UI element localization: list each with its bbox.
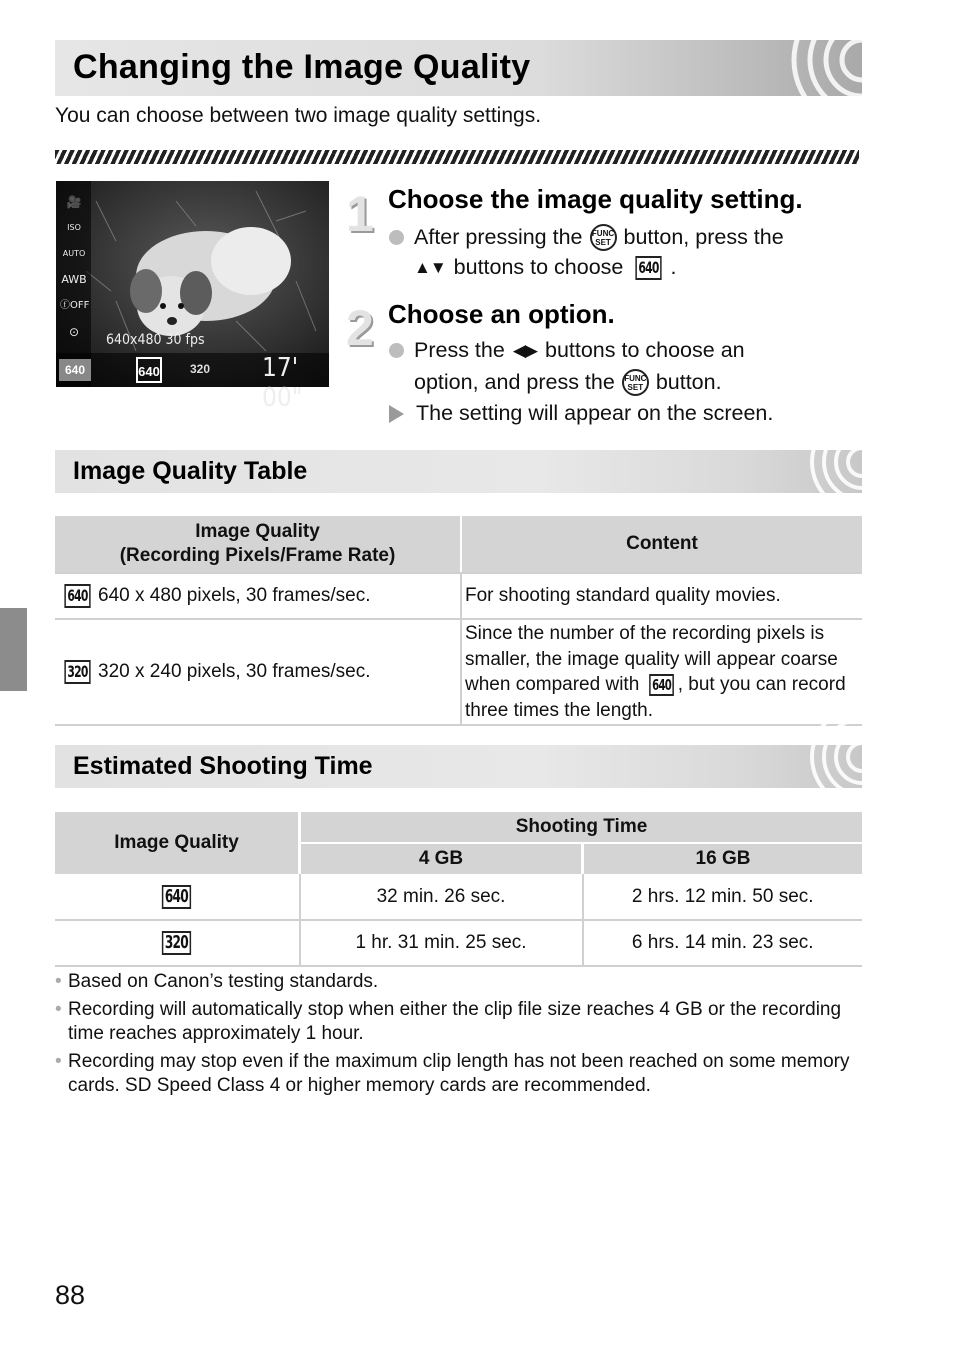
chapter-side-tab: [0, 608, 27, 691]
notes-list: [55, 970, 855, 1102]
result-arrow-icon: [389, 405, 404, 423]
step-2-line-1: Press the ◀▶ buttons to choose an: [389, 338, 745, 363]
iso-auto-icon: ISO AUTO: [62, 223, 86, 258]
quality-640-icon: 640: [649, 674, 674, 696]
title-banner: [55, 40, 862, 96]
quality-320-icon: 320: [162, 931, 191, 955]
camera-screen-image: [56, 181, 329, 413]
step-2-title: Choose an option.: [388, 299, 615, 329]
section-heading-quality-table: Image Quality Table: [55, 450, 862, 493]
flash-off-icon: ⓕOFF: [60, 300, 90, 311]
up-down-arrows-icon: ▲▼: [414, 257, 446, 277]
step-1-text-b: button, press the: [623, 225, 784, 249]
section-heading-shooting-time: Estimated Shooting Time: [55, 745, 862, 788]
list-item: • Recording will automatically stop when either the clip file size reaches 4 GB or the recording time reaches approximately 1 hour.: [55, 998, 842, 1044]
table-header-quality: Image Quality: [55, 812, 300, 874]
screen-option-320: 320: [190, 362, 211, 376]
movie-mode-icon: 🎥: [66, 195, 82, 209]
intro-text: You can choose between two image quality settings.: [55, 104, 542, 127]
bullet-icon: [389, 343, 404, 358]
step-1-text-a: After pressing the: [414, 225, 583, 249]
table-header-quality: Image Quality (Recording Pixels/Frame Rate): [55, 516, 461, 573]
table-row: 320 1 hr. 31 min. 25 sec. 6 hrs. 14 min. 23 sec.: [55, 920, 862, 966]
step-1-number: 1: [346, 186, 374, 242]
screen-selected-tag: 640: [59, 359, 91, 381]
image-quality-table: [55, 516, 862, 726]
table-header-content: Content: [461, 516, 862, 573]
page-number: 88: [55, 1280, 86, 1310]
step-2-number: 2: [346, 300, 374, 356]
table-header-shooting-time: Shooting Time: [300, 812, 863, 843]
awb-icon: AWB: [61, 273, 87, 286]
func-set-button-icon: FUNC SET: [622, 369, 649, 396]
left-right-arrows-icon: ◀▶: [512, 340, 537, 360]
swirl-decoration-icon: [782, 450, 862, 493]
quality-640-icon: 640: [64, 584, 90, 608]
func-set-button-icon: FUNC SET: [590, 224, 617, 251]
step-1-title: Choose the image quality setting.: [388, 184, 803, 214]
table-header-4gb: 4 GB: [300, 843, 583, 874]
list-item: • Recording may stop even if the maximum clip length has not been reached on some memory cards. SD Speed Class 4 or higher memory cards are recommended.: [55, 1050, 850, 1096]
page-title: Changing the Image Quality: [73, 48, 531, 86]
table-row: 640 640 x 480 pixels, 30 frames/sec. For shooting standard quality movies.: [55, 573, 862, 619]
divider-stripe: [55, 150, 859, 164]
step-2-result: The setting will appear on the screen.: [389, 401, 773, 426]
step-1-text-c: buttons to choose: [453, 255, 624, 279]
swirl-decoration-icon: [732, 40, 862, 96]
table-header-16gb: 16 GB: [583, 843, 863, 874]
step-1-line-2: ▲▼ buttons to choose 640 .: [414, 255, 677, 279]
quality-640-icon: 640: [636, 256, 662, 280]
metering-icon: ⊙: [68, 325, 80, 339]
swirl-decoration-icon: [782, 745, 862, 788]
screen-option-640: 640: [136, 357, 162, 383]
quality-320-icon: 320: [64, 660, 90, 684]
bullet-icon: [389, 230, 404, 245]
quality-640-icon: 640: [162, 885, 191, 909]
step-1-line-1: [389, 224, 784, 251]
screen-menu-icons: [60, 189, 88, 345]
shooting-time-table: [55, 812, 862, 967]
screen-setting-label: 640x480 30 fps: [106, 332, 205, 348]
screen-remaining-time: 17' 00": [262, 353, 303, 413]
step-2-line-2: option, and press the FUNC SET button.: [414, 370, 722, 394]
table-row: 640 32 min. 26 sec. 2 hrs. 12 min. 50 sec.: [55, 874, 862, 920]
table-row: 320 320 x 240 pixels, 30 frames/sec. Since the number of the recording pixels is smaller, the image quality will appear coarse when compared with 640 , but you can record three times the length.: [55, 619, 862, 725]
list-item: • Based on Canon’s testing standards.: [55, 971, 379, 992]
